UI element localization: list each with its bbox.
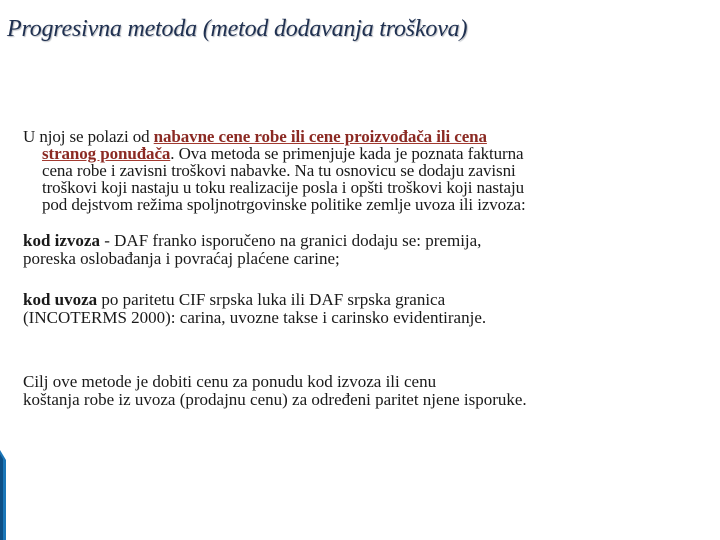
intro-line-2-rest: . Ova metoda se primenjuje kada je poznata fakturna	[170, 144, 524, 163]
corner-accent-decoration	[0, 450, 8, 540]
izvoz-line-2: poreska oslobađanja i povraćaj plaćene carine;	[23, 249, 340, 268]
uvoz-line-1	[23, 291, 693, 309]
intro-line-2	[23, 145, 693, 162]
izvoz-line-1	[23, 232, 693, 250]
intro-line-3: cena robe i zavisni troškovi nabavke. Na tu osnovicu se dodaju zavisni	[42, 161, 516, 180]
izvoz-line-1-rest: - DAF franko isporučeno na granici dodaju se: premija,	[99, 231, 482, 250]
cilj-line-2: koštanja robe iz uvoza (prodajnu cenu) za određeni paritet njene isporuke.	[23, 390, 527, 409]
intro-line-4: troškovi koji nastaju u toku realizacije posla i opšti troškovi koji nastaju	[42, 178, 525, 197]
intro-highlight-2: stranog ponuđača	[42, 144, 171, 163]
intro-highlight-1: nabavne cene robe ili cene proizvođača ili cena	[153, 127, 487, 146]
slide-title: Progresivna metoda (metod dodavanja troškova)	[7, 16, 468, 42]
uvoz-line-1-rest: po paritetu CIF srpska luka ili DAF srpska granica	[97, 290, 446, 309]
uvoz-line-2: (INCOTERMS 2000): carina, uvozne takse i carinsko evidentiranje.	[23, 308, 487, 327]
cilj-paragraph	[23, 373, 693, 409]
intro-line-1	[23, 128, 693, 145]
izvoz-label: kod izvoza	[23, 231, 100, 250]
intro-paragraph	[23, 128, 693, 213]
intro-line-5: pod dejstvom režima spoljnotrgovinske politike zemlje uvoza ili izvoza:	[42, 195, 526, 214]
izvoz-paragraph	[23, 232, 693, 268]
uvoz-paragraph	[23, 291, 693, 327]
intro-prefix: U njoj se polazi od	[23, 127, 154, 146]
cilj-line-1: Cilj ove metode je dobiti cenu za ponudu kod izvoza ili cenu	[23, 372, 437, 391]
uvoz-label: kod uvoza	[23, 290, 98, 309]
